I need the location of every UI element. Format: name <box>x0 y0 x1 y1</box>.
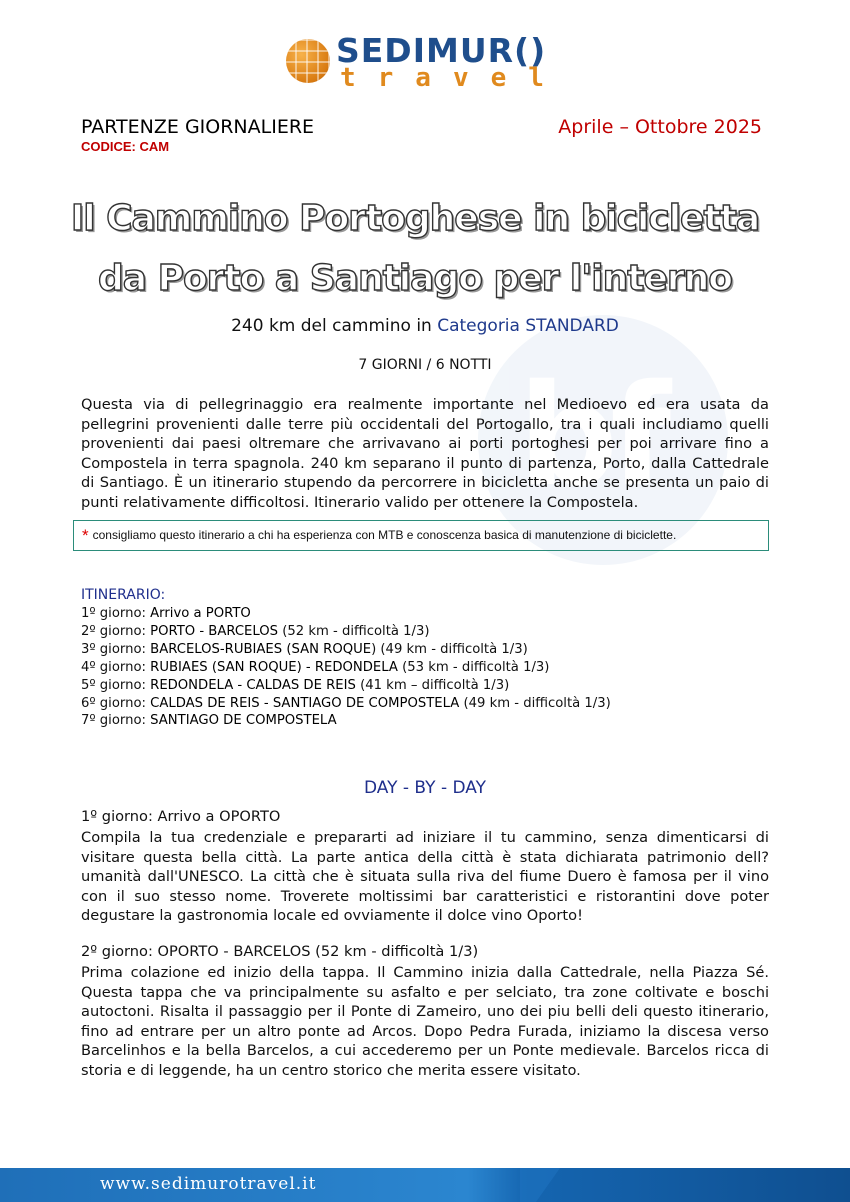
season-dates: Aprile – Ottobre 2025 <box>558 116 762 138</box>
itinerary-title: ITINERARIO: <box>81 587 166 603</box>
day-word: giorno: <box>95 677 151 693</box>
footer-decoration <box>520 1168 560 1202</box>
page-title-line2: da Porto a Santiago per l'interno <box>97 258 733 299</box>
itinerary-row <box>81 623 611 641</box>
subtitle-prefix: 240 km del cammino in <box>231 316 438 336</box>
itinerary-row <box>81 677 611 695</box>
itinerary-list <box>81 605 611 730</box>
itinerary-row <box>81 605 611 623</box>
day-word: giorno <box>95 659 142 675</box>
route: REDONDELA - CALDAS DE REIS <box>150 677 356 693</box>
day-word: giorno: <box>95 695 151 711</box>
itinerary-row <box>81 641 611 659</box>
advice-text: consigliamo questo itinerario a chi ha esperienza con MTB e conoscenza basica di manutenzione di biciclette. <box>92 528 677 542</box>
day-number: 4º <box>81 659 96 675</box>
day-number: 1º <box>81 606 96 621</box>
itinerary-row <box>81 659 611 677</box>
asterisk-icon: * <box>82 526 89 545</box>
day-number: 5º <box>81 677 96 693</box>
advice-box <box>73 520 769 551</box>
intro-paragraph: Questa via di pellegrinaggio era realmente importante nel Medioevo ed era usata da pellegrini provenienti dalle terre più occidentali del Portogallo, tra i quali includiamo quelli provenienti dai paesi oltremare che arrivavano ai porti portoghesi per poi arrivare fino a Compostela in terra spagnola. 240 km separano il punto di partenza, Porto, dalla Cattedrale di Santiago. È un itinerario stupendo da percorrere in bicicletta anche se presenta un paio di punti relativamente difficoltosi. Itinerario valido per ottenere la Compostela. <box>81 396 769 511</box>
day-word: giorno: <box>95 606 151 621</box>
route: BARCELOS-RUBIAES (SAN ROQUE <box>150 641 372 657</box>
day-word: giorno: <box>95 641 151 657</box>
globe-icon <box>286 39 330 83</box>
route: SANTIAGO DE COMPOSTELA <box>150 713 337 729</box>
route-detail: ) (49 km - difficoltà 1/3) <box>371 641 528 657</box>
departures-label: PARTENZE GIORNALIERE <box>81 116 315 138</box>
day2-text: Prima colazione ed inizio della tappa. Il Cammino inizia dalla Cattedrale, nella Piazza Sé. Questa tappa che va principalmente su asfalto e per selciato, tra zone coltivate e boschi autoctoni. Risalta il passaggio per il Ponte di Zameiro, uno dei piu belli deli questo itinerario, fino ad entrare per un altro ponte ad Arcos. Dopo Pedra Furada, iniziamo la discesa verso Barcelinhos e la bella Barcelos, a cui accederemo per un Ponte medievale. Barcelos ricca di storia e di leggende, ha un centro storico che merita essere visitato. <box>81 964 769 1079</box>
day-number: 7º <box>81 713 96 729</box>
product-code: CODICE: CAM <box>81 139 170 154</box>
route-detail: (41 km – difficoltà 1/3) <box>355 677 510 693</box>
route-detail: (53 km - difficoltà 1/3) <box>397 659 550 675</box>
day1-text: Compila la tua credenziale e prepararti ad iniziare il tu cammino, senza dimenticarsi di visitare questa bella città. La parte antica della città è stata dichiarata patrimonio dell?umanità dall'UNESCO. La città che è situata sulla riva del fiume Duero è famosa per il vino con il suo stesso nome. Troverete moltissimi bar caratteristici e ristorantini dove poter degustare la gastronomia locale ed ovviamente il dolce vino Oporto! <box>81 829 769 925</box>
subtitle <box>0 316 850 336</box>
logo-text: SEDIMUR() <box>336 31 547 70</box>
route: PORTO - BARCELOS <box>150 623 279 639</box>
duration: 7 GIORNI / 6 NOTTI <box>358 357 492 373</box>
day2-heading: 2º giorno: OPORTO - BARCELOS (52 km - difficoltà 1/3) <box>81 943 479 960</box>
company-logo <box>284 33 584 93</box>
route-detail: (52 km - difficoltà 1/3) <box>278 623 430 639</box>
route: CALDAS DE REIS - SANTIAGO DE COMPOSTELA <box>150 695 460 711</box>
day1-heading: 1º giorno: Arrivo a OPORTO <box>81 808 281 825</box>
watermark-logo: bf <box>478 315 728 565</box>
day-word: giorno: <box>95 713 151 729</box>
itinerary-row <box>81 695 611 713</box>
itinerary-row <box>81 712 611 730</box>
logo-subtext: travel <box>340 63 566 93</box>
day-number: 6º <box>81 695 96 711</box>
route: Arrivo a PORTO <box>150 606 251 621</box>
day-by-day-title: DAY - BY - DAY <box>364 778 486 798</box>
route: : RUBIAES (SAN ROQUE) - REDONDELA <box>141 659 398 675</box>
day-number: 3º <box>81 641 96 657</box>
page-title-line1: Il Cammino Portoghese in bicicletta <box>70 198 760 239</box>
footer-bar <box>0 1168 850 1202</box>
category-label: Categoria STANDARD <box>437 316 619 336</box>
day-word: giorno: <box>95 623 151 639</box>
website-link[interactable]: www.sedimurotravel.it <box>100 1174 317 1194</box>
day-number: 2º <box>81 623 96 639</box>
route-detail: (49 km - difficoltà 1/3) <box>459 695 611 711</box>
